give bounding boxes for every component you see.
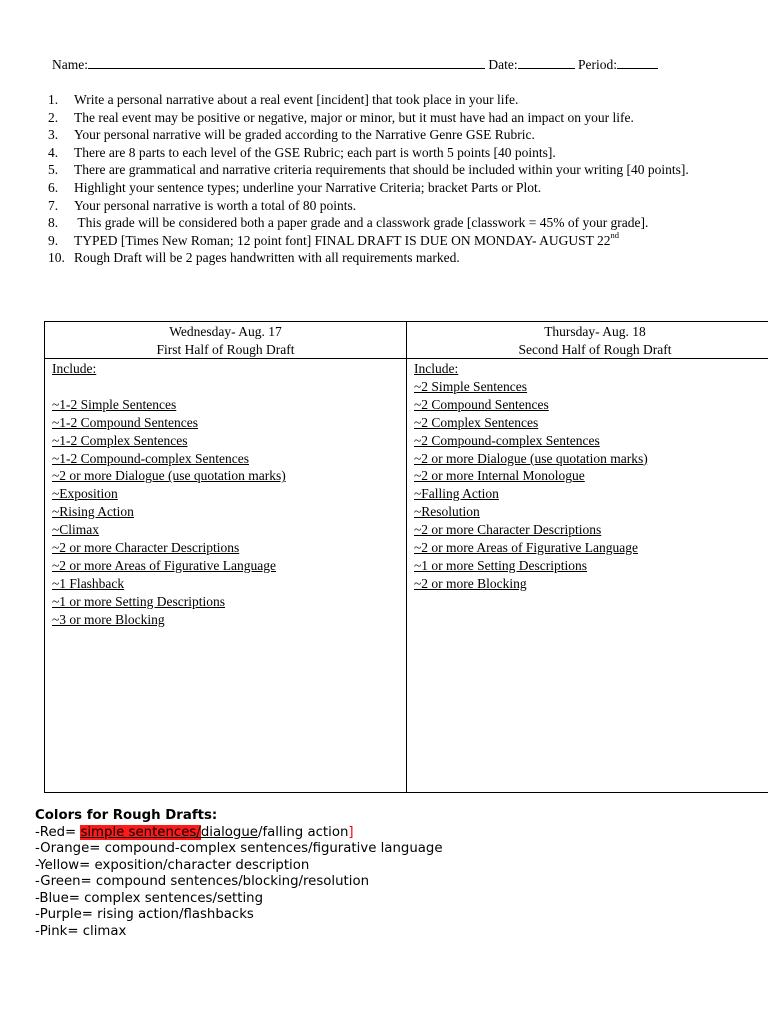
left-criteria-item: ~2 or more Dialogue (use quotation marks)	[52, 468, 286, 484]
name-label: Name:	[52, 57, 88, 72]
left-criteria-item: ~3 or more Blocking	[52, 611, 165, 627]
left-criteria-item: ~1-2 Compound-complex Sentences	[52, 450, 250, 466]
instruction-text	[74, 197, 708, 215]
right-criteria-item: ~2 or more Internal Monologue	[414, 468, 585, 484]
instruction-item	[48, 161, 708, 179]
instruction-text	[74, 91, 708, 109]
right-criteria-item: ~2 or more Areas of Figurative Language	[414, 540, 638, 556]
right-criteria-item: ~2 or more Character Descriptions	[414, 522, 602, 538]
right-criteria-item: ~2 Complex Sentences	[414, 414, 539, 430]
right-criteria-item: ~1 or more Setting Descriptions	[414, 557, 588, 573]
instruction-text	[74, 161, 708, 179]
instruction-number: 3.	[48, 127, 59, 143]
instruction-text-body: Highlight your sentence types; underline your Narrative Criteria; bracket Parts or Plot.	[74, 179, 542, 195]
instruction-superscript: nd	[610, 230, 620, 241]
left-criteria-item: ~Rising Action	[52, 504, 134, 520]
instruction-item	[48, 197, 708, 215]
left-include-label: Include:	[52, 361, 97, 376]
instructions-list	[48, 91, 708, 267]
instruction-text-body: There are 8 parts to each level of the GSE Rubric; each part is worth 5 points [40 points].	[74, 144, 556, 160]
instruction-text-body: Write a personal narrative about a real event [incident] that took place in your life.	[74, 92, 519, 107]
color-line: -Yellow= exposition/character description	[35, 857, 310, 873]
right-criteria-item: ~2 Compound Sentences	[414, 396, 549, 412]
instruction-text-body: This grade will be considered both a paper grade and a classwork grade [classwork = 45% of your grade].	[74, 215, 649, 231]
right-criteria-item: ~Falling Action	[414, 486, 499, 502]
left-criteria-item: ~1 Flashback	[52, 575, 125, 591]
instruction-text	[74, 144, 708, 162]
instruction-text-body: There are grammatical and narrative criteria requirements that should be included within your writing [40 points].	[74, 162, 689, 178]
instruction-item	[48, 232, 708, 250]
right-day: Thursday- Aug. 18	[544, 324, 646, 339]
instruction-text-body: The real event may be positive or negative, major or minor, but it must have had an impact on your life.	[74, 109, 634, 125]
instruction-number: 9.	[48, 232, 59, 248]
left-subtitle: First Half of Rough Draft	[156, 341, 295, 357]
left-column-header	[45, 322, 406, 359]
period-field[interactable]	[617, 56, 658, 69]
right-criteria-item: ~2 Compound-complex Sentences	[414, 432, 600, 448]
rough-draft-table	[44, 321, 768, 793]
left-day: Wednesday- Aug. 17	[169, 324, 282, 339]
red-prefix: -Red=	[35, 824, 81, 840]
right-criteria-item: ~2 Simple Sentences	[414, 378, 528, 394]
instruction-number: 2.	[48, 109, 59, 125]
color-line-red	[35, 825, 735, 842]
left-criteria-item: ~1-2 Compound Sentences	[52, 414, 199, 430]
instruction-item	[48, 214, 708, 232]
right-include-label: Include:	[414, 361, 459, 376]
instruction-item	[48, 126, 708, 144]
instruction-number: 10.	[48, 250, 65, 266]
instruction-number: 6.	[48, 179, 59, 195]
left-column-body	[45, 359, 406, 629]
color-line: -Green= compound sentences/blocking/resolution	[35, 874, 370, 889]
instruction-number: 8.	[48, 215, 59, 231]
color-line: -Pink= climax	[35, 923, 127, 939]
instruction-text-body: Your personal narrative will be graded according to the Narrative Genre GSE Rubric.	[74, 127, 535, 143]
colors-section	[35, 808, 735, 940]
instruction-number: 1.	[48, 92, 59, 107]
instruction-text-body: Your personal narrative is worth a total of 80 points.	[74, 197, 357, 213]
period-label: Period:	[578, 57, 617, 72]
instruction-item	[48, 91, 708, 109]
instruction-number: 4.	[48, 144, 59, 160]
instruction-text	[74, 249, 708, 267]
right-column-body	[407, 359, 768, 593]
instruction-item	[48, 109, 708, 127]
red-rest: /falling action	[257, 824, 349, 840]
color-lines	[35, 841, 735, 940]
right-criteria-item: ~2 or more Blocking	[414, 575, 527, 591]
instruction-item	[48, 144, 708, 162]
instruction-text	[74, 232, 708, 250]
name-field[interactable]	[88, 56, 485, 69]
right-column-header	[407, 322, 768, 359]
left-column	[45, 322, 407, 792]
right-column	[407, 322, 768, 792]
blank-line	[52, 378, 406, 396]
instruction-text-body: Rough Draft will be 2 pages handwritten with all requirements marked.	[74, 250, 460, 266]
left-criteria-item: ~1-2 Complex Sentences	[52, 432, 188, 448]
red-bracket: ]	[348, 824, 354, 840]
left-criteria-item: ~1 or more Setting Descriptions	[52, 593, 226, 609]
instruction-item	[48, 179, 708, 197]
red-dialogue: dialogue	[200, 824, 258, 840]
instruction-number: 5.	[48, 162, 59, 178]
left-criteria-item: ~Exposition	[52, 486, 118, 502]
left-criteria-item: ~1-2 Simple Sentences	[52, 396, 177, 412]
left-criteria-item: ~2 or more Areas of Figurative Language	[52, 557, 276, 573]
right-subtitle: Second Half of Rough Draft	[518, 341, 672, 357]
instruction-number: 7.	[48, 197, 59, 213]
date-label: Date:	[488, 57, 518, 72]
instruction-item	[48, 249, 708, 267]
instruction-text	[74, 126, 708, 144]
header-line	[52, 56, 768, 73]
left-criteria-item: ~Climax	[52, 522, 100, 538]
colors-title: Colors for Rough Drafts:	[35, 808, 218, 823]
instruction-text-body: TYPED [Times New Roman; 12 point font] FINAL DRAFT IS DUE ON MONDAY- AUGUST 22	[74, 232, 611, 248]
instruction-text	[74, 109, 708, 127]
color-line: -Blue= complex sentences/setting	[35, 890, 264, 906]
left-criteria-item: ~2 or more Character Descriptions	[52, 540, 240, 556]
date-field[interactable]	[518, 56, 575, 69]
color-line: -Orange= compound-complex sentences/figurative language	[35, 841, 443, 856]
color-line: -Purple= rising action/flashbacks	[35, 907, 254, 922]
right-criteria-item: ~2 or more Dialogue (use quotation marks)	[414, 450, 648, 466]
right-criteria-item: ~Resolution	[414, 504, 480, 520]
instruction-text	[74, 179, 708, 197]
red-highlight: simple sentences/	[80, 824, 201, 840]
